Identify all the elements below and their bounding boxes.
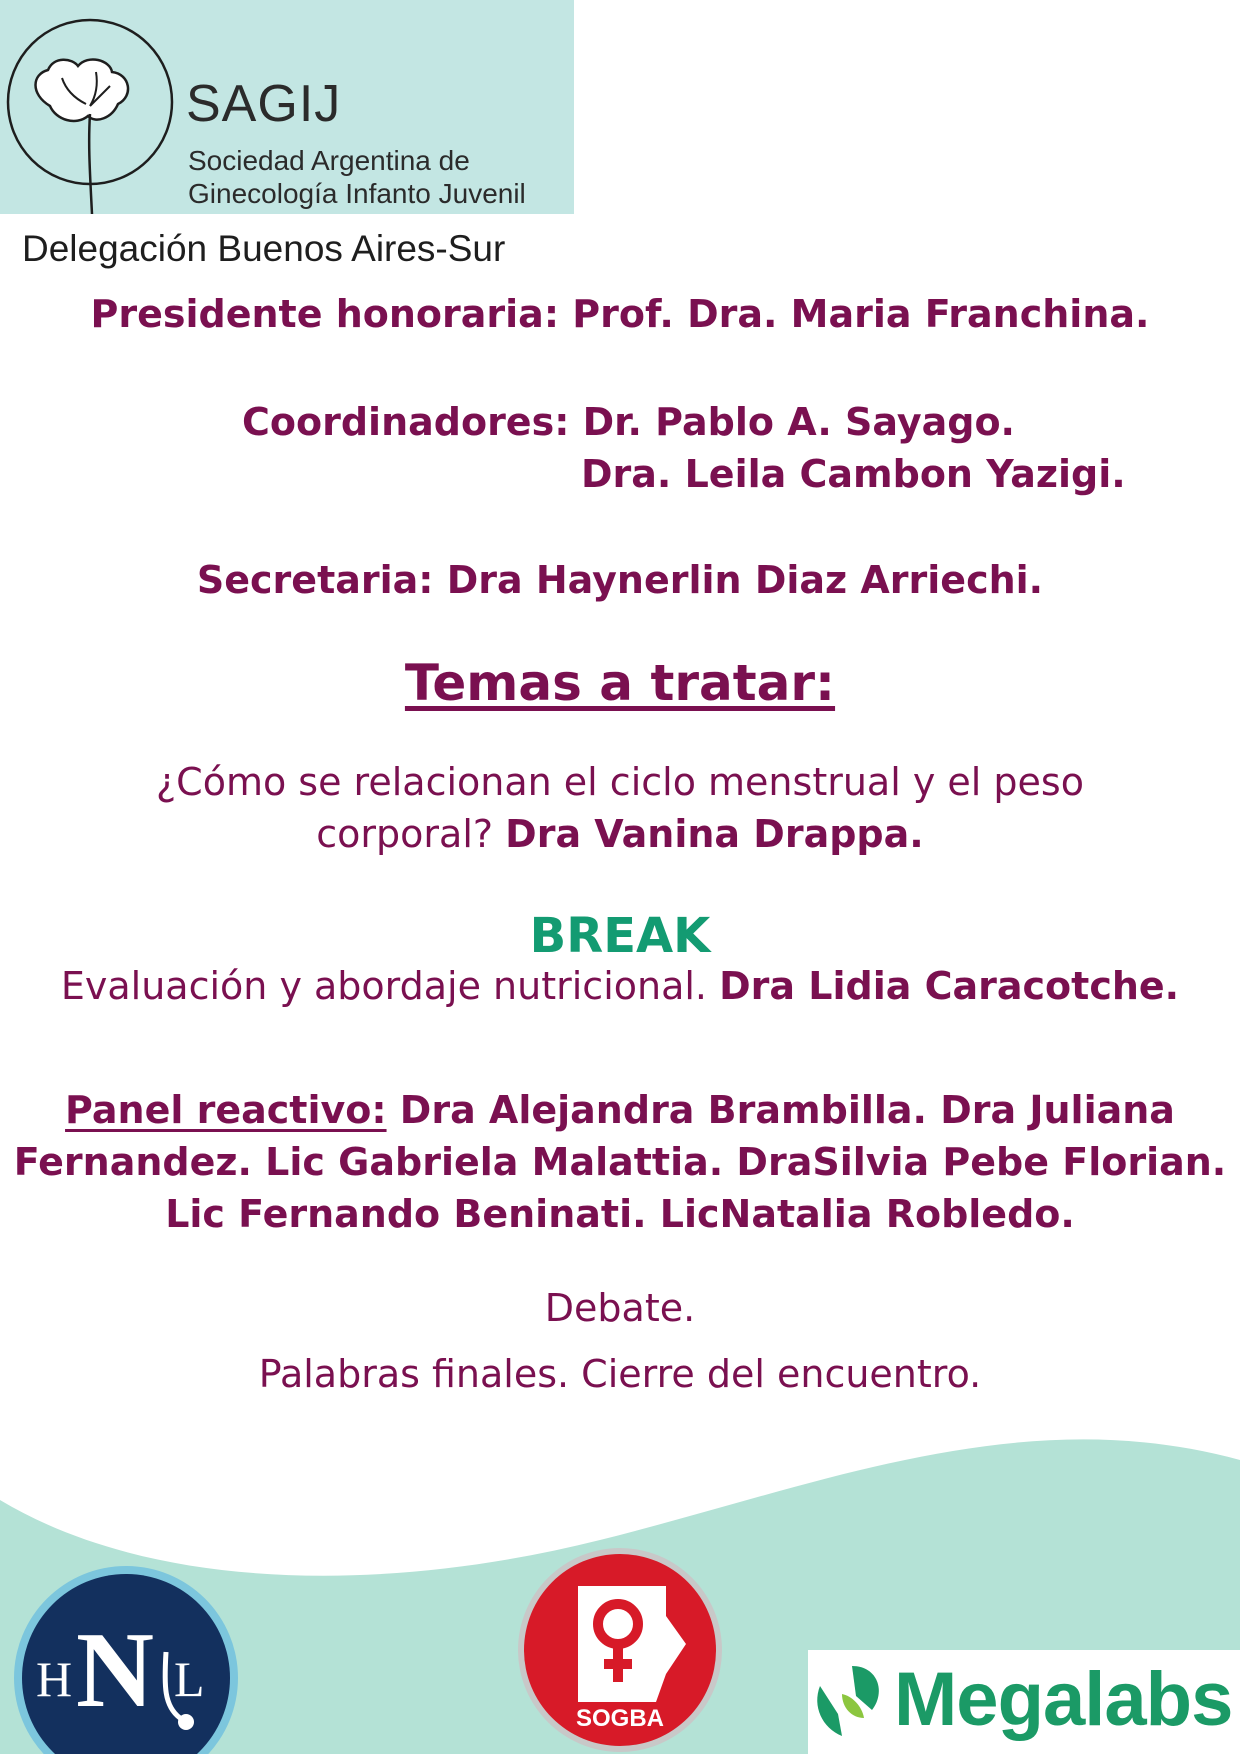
topics-title <box>0 652 1240 714</box>
hnl-logo <box>14 1566 244 1754</box>
topic1-speaker: Dra Vanina Drappa. <box>505 812 924 856</box>
panel-line2: Fernandez. Lic Gabriela Malattia. DraSilvia Pebe Florian. <box>13 1140 1227 1184</box>
topics-title-text: Temas a tratar: <box>404 654 836 712</box>
sogba-logo <box>516 1546 726 1754</box>
topic1-line2 <box>0 808 1240 860</box>
topic1-text: corporal? <box>316 812 494 856</box>
poppy-flower-icon <box>0 14 180 214</box>
topic1-line1: ¿Cómo se relacionan el ciclo menstrual y el peso <box>156 760 1084 804</box>
closing-line: Palabras finales. Cierre del encuentro. <box>258 1352 982 1396</box>
megalabs-leaf-icon <box>812 1662 888 1742</box>
coordinators-line <box>242 396 1015 448</box>
delegation-label: Delegación Buenos Aires-Sur <box>22 228 506 269</box>
header-logo-box <box>0 0 574 214</box>
panel-line3: Lic Fernando Beninati. LicNatalia Robledo. <box>165 1192 1075 1236</box>
org-acronym: SAGIJ <box>186 75 342 133</box>
president-line <box>0 288 1240 340</box>
megalabs-logo <box>808 1650 1240 1754</box>
topic2-line <box>0 960 1240 1012</box>
org-name-line1: Sociedad Argentina de <box>188 145 470 176</box>
break-label: BREAK <box>529 908 711 964</box>
coordinators-label: Coordinadores: <box>242 400 570 444</box>
topic2-text: Evaluación y abordaje nutricional. <box>60 964 708 1008</box>
org-name-line2: Ginecología Infanto Juvenil <box>188 178 526 209</box>
megalabs-wordmark: Megalabs <box>894 1657 1233 1742</box>
topic2-speaker: Dra Lidia Caracotche. <box>719 964 1180 1008</box>
president-name: Prof. Dra. Maria Franchina. <box>572 292 1150 336</box>
secretary-line <box>0 554 1240 606</box>
hnl-letter-n: N <box>76 1611 154 1730</box>
debate-line: Debate. <box>544 1286 696 1330</box>
panel-line1 <box>0 1084 1240 1136</box>
hnl-letter-l: L <box>174 1651 205 1707</box>
org-full-name <box>188 144 526 210</box>
panel-label: Panel reactivo: <box>65 1088 387 1132</box>
secretary-name: Dra Haynerlin Diaz Arriechi. <box>446 558 1044 602</box>
hnl-letter-h: H <box>36 1651 73 1707</box>
president-label: Presidente honoraria: <box>90 292 560 336</box>
coordinator-1: Dr. Pablo A. Sayago. <box>582 400 1015 444</box>
panel-names-1: Dra Alejandra Brambilla. Dra Juliana <box>399 1088 1175 1132</box>
sogba-text: SOGBA <box>575 1705 665 1732</box>
coordinator-2: Dra. Leila Cambon Yazigi. <box>581 452 1126 496</box>
secretary-label: Secretaria: <box>196 558 434 602</box>
